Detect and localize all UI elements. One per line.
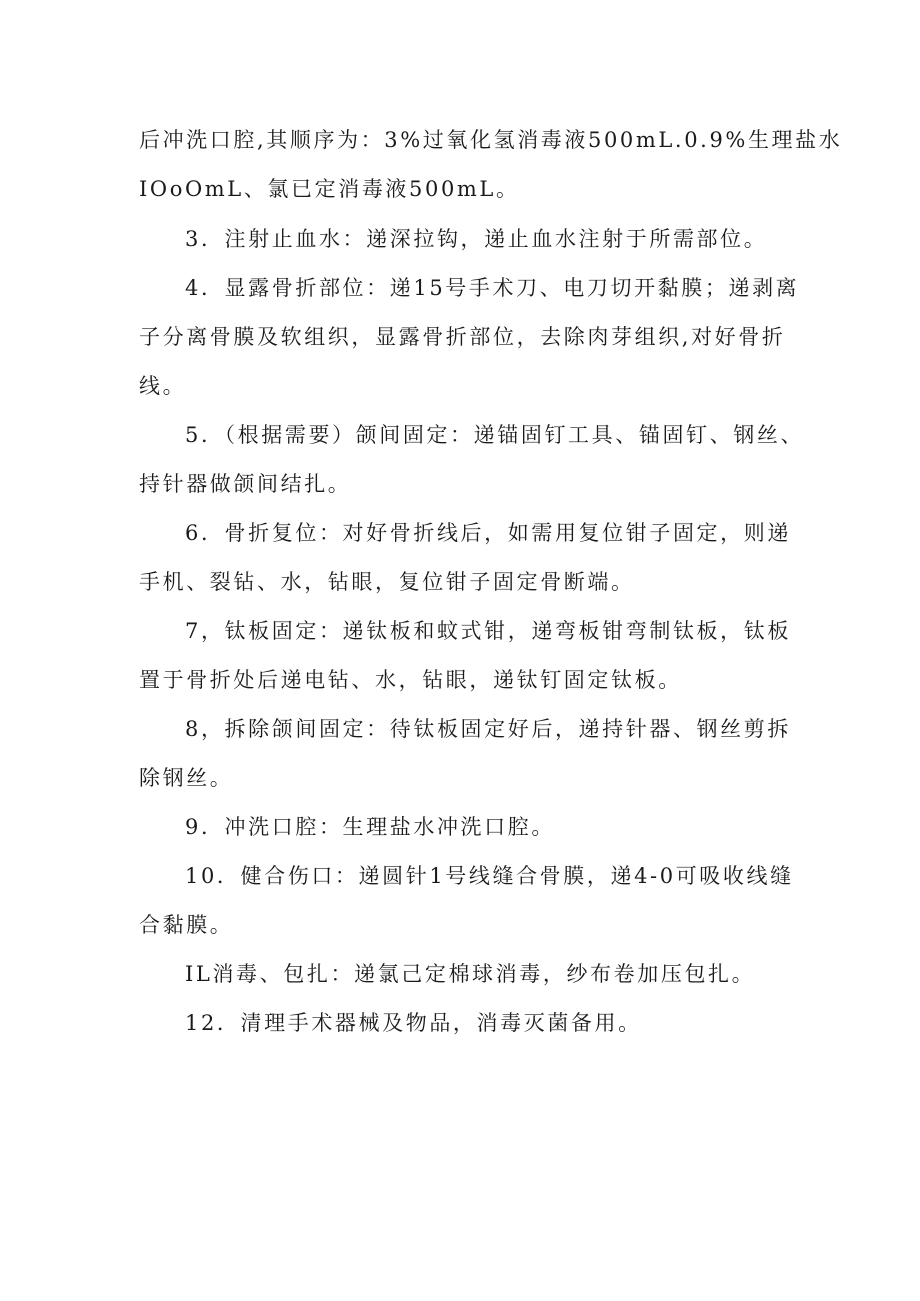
text-line: 6．骨折复位：对好骨折线后，如需用复位钳子固定，则递 [185,521,791,545]
text-line: 线。 [139,374,187,398]
text-line: 9．冲洗口腔：生理盐水冲洗口腔。 [185,815,555,839]
text-line: 8，拆除颌间固定：待钛板固定好后，递持针器、钢丝剪拆 [185,717,791,741]
text-line: 手机、裂钻、水，钻眼，复位钳子固定骨断端。 [139,570,635,594]
text-line: 持针器做颌间结扎。 [139,472,352,496]
text-line: 10．健合伤口：递圆针1号线缝合骨膜，递4-0可吸收线缝 [185,864,794,888]
text-line: IL消毒、包扎：递氯己定棉球消毒，纱布卷加压包扎。 [185,962,756,986]
text-line: 12．清理手术器械及物品，消毒灭菌备用。 [185,1011,642,1035]
text-line: IOoOmL、氯已定消毒液500mL。 [139,177,520,201]
text-line: 后冲洗口腔,其顺序为：3%过氧化氢消毒液500mL.0.9%生理盐水 [139,128,843,152]
text-line: 3．注射止血水：递深拉钩，递止血水注射于所需部位。 [185,227,768,251]
text-line: 置于骨折处后递电钻、水，钻眼，递钛钉固定钛板。 [139,668,682,692]
text-line: 5．（根据需要）颌间固定：递锚固钉工具、锚固钉、钢丝、 [185,423,805,447]
text-line: 子分离骨膜及软组织，显露骨折部位，去除肉芽组织,对好骨折 [139,325,786,349]
text-line: 7，钛板固定：递钛板和蚊式钳，递弯板钳弯制钛板，钛板 [185,619,791,643]
text-line: 除钢丝。 [139,766,234,790]
text-line: 4．显露骨折部位：递15号手术刀、电刀切开黏膜；递剥离 [185,276,800,300]
text-line: 合黏膜。 [139,913,234,937]
